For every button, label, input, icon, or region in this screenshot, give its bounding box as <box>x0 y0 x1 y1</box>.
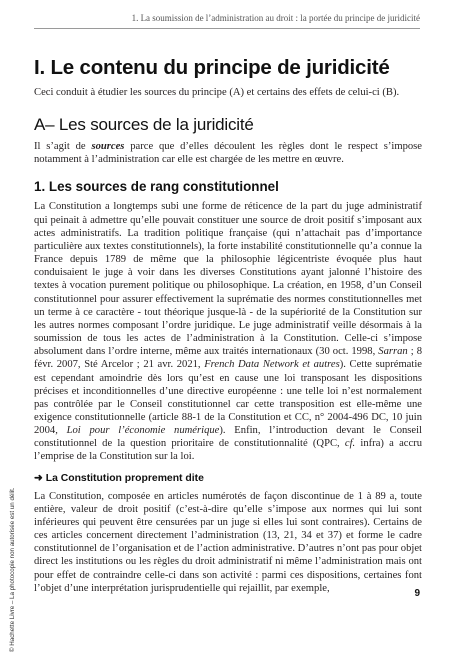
page-number: 9 <box>414 588 420 599</box>
section-intro-paragraph <box>34 140 422 166</box>
p1-part-c: ). Cette suprématie est cependant amoindrie dès lors qu’est en cause une loi transposant les dispositions précises et inconditionnelles d’une directive européenne : une telle loi n’est normalement pas contrôlée par le Conseil constitutionnel car cette transposition est elle-même une exigence constitutionnelle (article 88-1 de la Constitution et CC, n° 2004-496 DC, 10 juin 2004, <box>34 359 422 437</box>
body-paragraph-1 <box>34 200 422 463</box>
page-content <box>34 56 422 595</box>
section-title: A– Les sources de la juridicité <box>34 115 254 135</box>
subhead <box>34 472 422 486</box>
side-credit: © Hachette Livre – La photocopie non autorisée est un délit. <box>9 487 16 652</box>
p1-part-d: ). Enfin, l’introduction devant le Conseil constitutionnel de la question prioritaire de constitutionnalité (QPC, <box>34 425 422 450</box>
section-intro-text-before: Il s’agit de <box>34 141 92 153</box>
p1-part-b: ; 8 févr. 2007, Sté Arcelor ; 21 avr. 2021, <box>34 346 422 371</box>
running-header: 1. La soumission de l’administration au droit : la portée du principe de juridicité <box>131 13 420 23</box>
law-name: Loi pour l’économie numérique <box>66 425 220 437</box>
part-title: I. Le contenu du principe de juridicité <box>34 56 390 79</box>
section-keyword: sources <box>91 141 125 153</box>
p1-part-a: La Constitution a longtemps subi une forme de réticence de la part du juge administratif qui peinait à admettre qu’elle pouvait constituer une source de droit positif s’imposant aux actes administratifs. La tradition politique française (qui n’attachait pas d’importance particulière aux textes constitutionnels), la forte instabilité constitutionnelle qu’a connue la France depuis 1789 de même que la philosophie légicentriste évoquée plus haut conduisaient le juge à voir dans les diverses Constitutions ayant jalonné l’histoire des textes à vocation purement politique ou philosophique. La création, en 1958, d’un Conseil constitutionnel pour assurer effectivement la suprématie des normes constitutionnelles met un terme à ce caractère - tout théorique jusque-là - de la supériorité de la Constitution sur les autres normes composant l’ordre juridique. Le juge administratif veille désormais à la soumission de tous les actes de l’administration à la Constitution. Celle-ci s’impose absolument dans l’ordre interne, même aux traités internationaux (30 oct. 1998, <box>34 201 422 358</box>
subhead-title: La Constitution proprement dite <box>45 472 204 484</box>
body-paragraph-2: La Constitution, composée en articles numérotés de façon discontinue de 1 à 89 a, toute entière, valeur de droit positif (c’est-à-dire qu’elle s’impose aux normes qui lui sont inférieures qui peuvent être censurées par un juge si elles lui sont contraires). Certains de ces articles concernent directement l’administration (13, 21, 34 et 37) et forme le cadre constitutionnel de l’organisation et de l’action administrative. D’autres n’ont pas pour objet direct les institutions ou les règles du droit administratif ni même l’administration mais ont pour effet de contraindre celle-ci dans son activité : parmi ces dispositions, certaines font l’objet d’une interprétation jurisprudentielle qui rejaillit, par exemple, <box>34 490 422 594</box>
cf-abbrev: cf. <box>344 438 356 450</box>
arrow-right-icon: ➜ <box>34 472 43 484</box>
intro-paragraph: Ceci conduit à étudier les sources du principe (A) et certains des effets de celui-ci (B). <box>34 87 400 98</box>
subsection-title: 1. Les sources de rang constitutionnel <box>34 179 279 195</box>
case-name-fdn: French Data Network et autres <box>204 359 340 371</box>
header-rule <box>34 28 420 29</box>
section-intro-text-after: parce que d’elles découlent les règles dont le respect s’impose notamment à l’administration car elle est chargée de les mettre en œuvre. <box>34 141 423 166</box>
case-name-sarran: Sarran <box>378 346 408 358</box>
p1-part-e: infra) a accru l’emprise de la Constitution sur la loi. <box>34 438 422 463</box>
